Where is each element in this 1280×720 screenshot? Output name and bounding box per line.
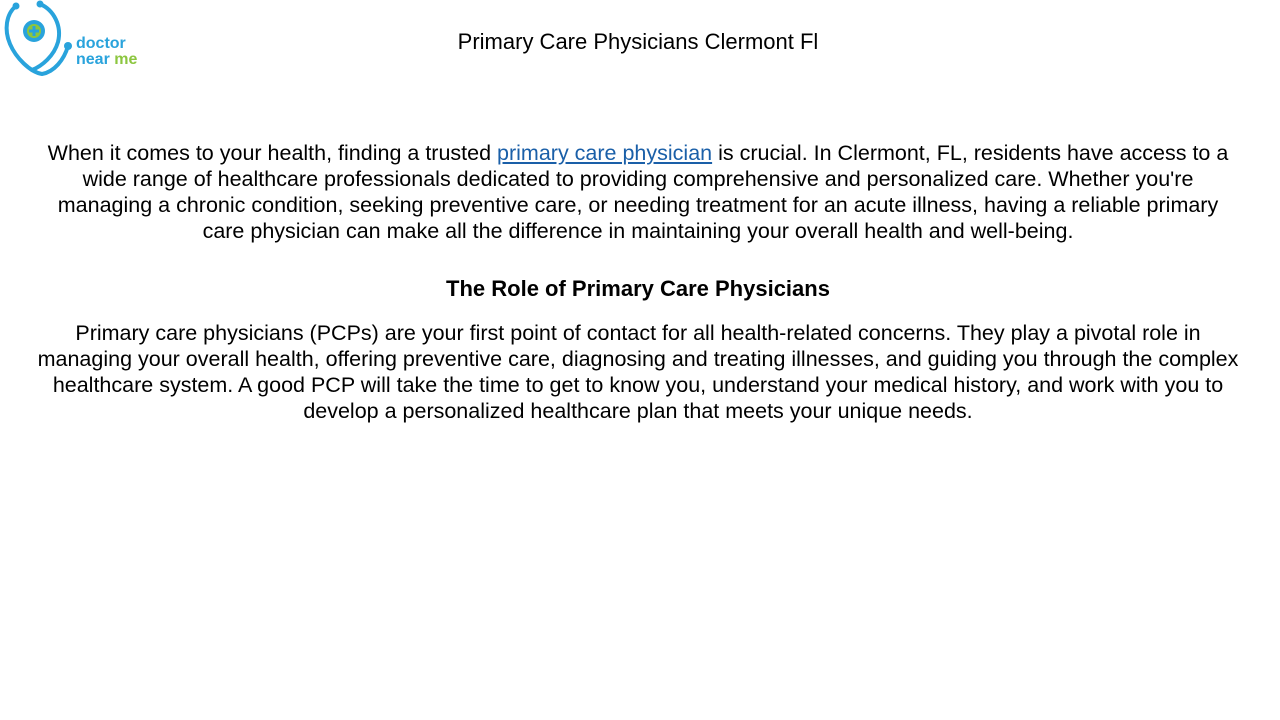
logo-word-doctor: doctor	[76, 35, 126, 52]
logo-word-me: me	[114, 51, 138, 68]
intro-text-after-link: is crucial. In Clermont, FL, residents have access to a wide range of healthcare professionals dedicated to providing comprehensive and personalized care. Whether you're managing a chronic condition, seeking preventive care, or needing treatment for an acute illness, having a reliable primary care physician can make all the difference in maintaining your overall health and well-being.	[57, 141, 1229, 243]
article-body	[36, 140, 1240, 424]
intro-text-before-link: When it comes to your health, finding a trusted	[47, 141, 498, 165]
logo-word-near: near	[76, 51, 110, 68]
primary-care-physician-link[interactable]: primary care physician	[497, 141, 713, 165]
page-title: Primary Care Physicians Clermont Fl	[457, 29, 819, 54]
intro-paragraph	[36, 140, 1240, 244]
section-paragraph: Primary care physicians (PCPs) are your first point of contact for all health-related concerns. They play a pivotal role in managing your overall health, offering preventive care, diagnosing and treating illnesses, and guiding you through the complex healthcare system. A good PCP will take the time to get to know you, understand your medical history, and work with you to develop a personalized healthcare plan that meets your unique needs.	[37, 321, 1239, 423]
section-heading: The Role of Primary Care Physicians	[446, 276, 830, 301]
